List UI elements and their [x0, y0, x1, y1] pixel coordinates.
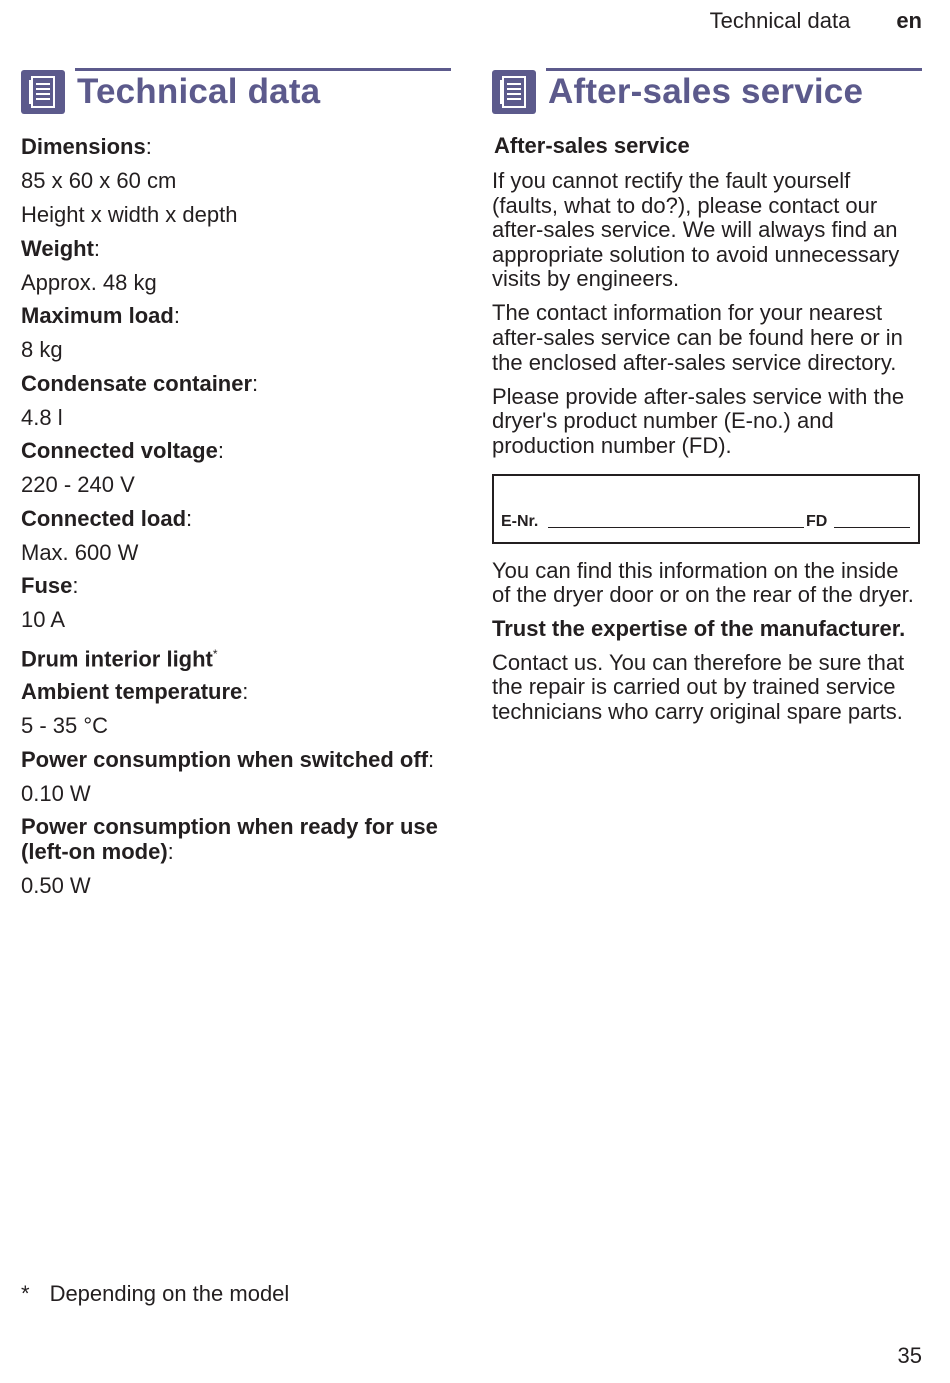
- fd-write-line: [834, 527, 910, 529]
- section-heading: [21, 68, 451, 126]
- spec-value: 0.50 W: [21, 872, 91, 898]
- trust-heading: Trust the expertise of the manufacturer.: [492, 615, 906, 641]
- spec-colon: :: [186, 505, 193, 531]
- spec-colon: :: [145, 134, 152, 159]
- spec-name: Connected voltage: [21, 438, 218, 463]
- spec-label: [21, 507, 451, 532]
- spec-list: [21, 135, 451, 898]
- footnote-text: Depending on the model: [49, 1281, 290, 1306]
- spec-label: [21, 372, 451, 397]
- spec-name: Maximum load: [21, 303, 174, 328]
- footnote-marker: *: [212, 646, 218, 661]
- paragraph: The contact information for your nearest after-sales service can be found here or in the enclosed after-sales service directory.: [492, 300, 903, 375]
- spec-label: [21, 680, 451, 705]
- spec-colon: :: [72, 573, 79, 598]
- document-icon: [21, 70, 65, 114]
- section-title: After-sales service: [548, 72, 864, 111]
- spec-label: [21, 574, 451, 599]
- page-number: 35: [897, 1343, 922, 1368]
- spec-value: Height x width x depth: [21, 202, 238, 227]
- spec-value: 85 x 60 x 60 cm: [21, 168, 177, 193]
- section-title: Technical data: [77, 72, 321, 111]
- heading-rule: [75, 68, 451, 71]
- spec-label: [21, 439, 451, 464]
- spec-name: Power consumption when ready for use (left-on mode): [21, 814, 438, 864]
- enr-write-line: [548, 527, 804, 529]
- footnote: [21, 1281, 289, 1307]
- language-code: en: [896, 8, 922, 33]
- spec-colon: :: [173, 303, 180, 328]
- document-icon: [492, 70, 536, 114]
- running-header-title: Technical data: [709, 8, 851, 33]
- spec-value: 8 kg: [21, 337, 63, 362]
- spec-label: [21, 304, 451, 329]
- enr-label: E-Nr.: [501, 512, 539, 530]
- spec-name: Condensate container: [21, 370, 253, 396]
- spec-name: Dimensions: [21, 134, 146, 159]
- spec-colon: :: [217, 438, 224, 463]
- spec-value: Approx. 48 kg: [21, 269, 157, 295]
- spec-colon: :: [93, 235, 101, 261]
- spec-label: [21, 815, 451, 864]
- after-sales-section: [492, 68, 922, 725]
- spec-name: Connected load: [21, 505, 187, 531]
- spec-name: Power consumption when switched off: [21, 746, 429, 772]
- spec-value: 4.8 l: [21, 404, 63, 430]
- section-heading: [492, 68, 922, 126]
- spec-value: 0.10 W: [21, 780, 91, 806]
- footnote-marker: *: [21, 1281, 30, 1306]
- spec-colon: :: [252, 370, 259, 396]
- spec-name: Fuse: [21, 573, 73, 598]
- running-header: [710, 8, 922, 34]
- heading-rule: [546, 68, 922, 71]
- spec-label: [21, 642, 451, 672]
- subheading: After-sales service: [494, 133, 690, 158]
- spec-label: [21, 135, 451, 160]
- spec-colon: :: [428, 746, 435, 772]
- spec-label: [21, 237, 451, 262]
- fd-label: FD: [806, 512, 828, 530]
- technical-data-section: [21, 68, 451, 898]
- spec-label: [21, 748, 451, 773]
- spec-name: Ambient temperature: [21, 679, 243, 705]
- spec-colon: :: [167, 838, 174, 864]
- spec-value: 220 - 240 V: [21, 472, 135, 497]
- spec-value: Max. 600 W: [21, 539, 139, 565]
- paragraph: Contact us. You can therefore be sure that the repair is carried out by trained service technicians who carry original spare parts.: [492, 649, 905, 724]
- spec-value: 5 - 35 °C: [21, 713, 109, 739]
- paragraph: You can find this information on the inside of the dryer door or on the rear of the dryer.: [492, 557, 914, 608]
- paragraph: If you cannot rectify the fault yourself (faults, what to do?), please contact our after-sales service. We will always find an appropriate solution to avoid unnecessary visits by engineers.: [492, 168, 900, 292]
- spec-name: Drum interior light: [21, 645, 213, 671]
- paragraph: Please provide after-sales service with the dryer's product number (E-no.) and production number (FD).: [492, 383, 905, 458]
- spec-value: 10 A: [21, 607, 66, 632]
- rating-plate-box: [492, 474, 920, 544]
- spec-name: Weight: [21, 235, 94, 261]
- spec-colon: :: [242, 679, 249, 705]
